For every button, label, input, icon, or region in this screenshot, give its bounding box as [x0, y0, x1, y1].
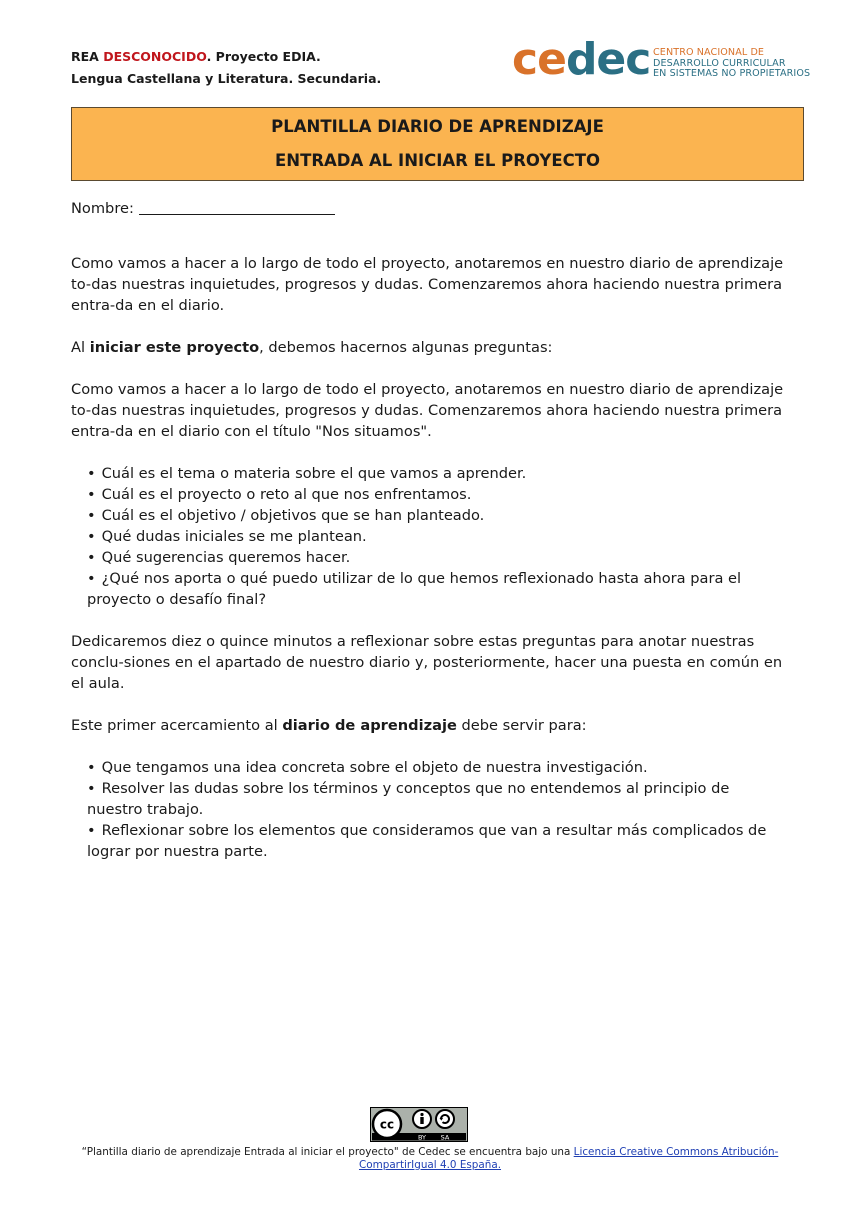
bullet-icon: • [87, 780, 96, 797]
sa-icon: SA [440, 1133, 450, 1142]
title-line-1: PLANTILLA DIARIO DE APRENDIZAJE [271, 117, 604, 136]
list-item-text: Qué dudas iniciales se me plantean. [101, 528, 367, 545]
paragraph-questions-lead-suffix: , debemos hacernos algunas preguntas: [259, 339, 553, 356]
questions-list [71, 463, 787, 610]
bullet-icon: • [87, 507, 96, 524]
bullet-icon: • [87, 528, 96, 545]
paragraph-intro: Como vamos a hacer a lo largo de todo el proyecto, anotaremos en nuestro diario de aprendizaje to-das nuestras inquietudes, progresos y dudas. Comenzaremos ahora haciendo nuestra primera entra-da en el diario. [71, 255, 784, 314]
paragraph-purpose-lead [71, 715, 787, 736]
bullet-icon: • [87, 549, 96, 566]
list-item [87, 820, 787, 862]
list-item [87, 778, 787, 820]
paragraph-purpose-lead-bold: diario de aprendizaje [282, 717, 457, 734]
list-item-text: Resolver las dudas sobre los términos y conceptos que no entendemos al principio de nuestro trabajo. [87, 780, 730, 818]
header-left [71, 46, 381, 90]
logo-word-part-1: ce [512, 34, 566, 85]
list-item-text: Reflexionar sobre los elementos que consideramos que van a resultar más complicados de lograr por nuestra parte. [87, 822, 767, 860]
header-line-1-suffix: . Proyecto EDIA. [206, 49, 321, 64]
cc-by-sa-license-icon[interactable] [370, 1107, 468, 1142]
header-line-1-prefix: REA [71, 49, 104, 64]
list-item [87, 505, 787, 526]
list-item-text: ¿Qué nos aporta o qué puedo utilizar de lo que hemos reflexionado hasta ahora para el proyecto o desafío final? [87, 570, 742, 608]
bullet-icon: • [87, 486, 96, 503]
title-line-2: ENTRADA AL INICIAR EL PROYECTO [275, 151, 600, 170]
logo-wordmark [512, 34, 650, 86]
name-label: Nombre: [71, 200, 139, 217]
list-item [87, 568, 787, 610]
logo-word-part-2: dec [565, 34, 651, 85]
list-item [87, 757, 787, 778]
paragraph-questions-lead-prefix: Al [71, 339, 90, 356]
paragraph-diary-entry: Como vamos a hacer a lo largo de todo el proyecto, anotaremos en nuestro diario de aprendizaje to-das nuestras inquietudes, progresos y dudas. Comenzaremos ahora haciendo nuestra primera entra-da en el diario con el título "Nos situamos". [71, 381, 784, 440]
logo-subtitle-line-1: CENTRO NACIONAL DE [653, 47, 765, 58]
bullet-icon: • [87, 570, 96, 587]
header-line-1 [71, 46, 381, 68]
bullet-icon: • [87, 465, 96, 482]
paragraph-reflection: Dedicaremos diez o quince minutos a reflexionar sobre estas preguntas para anotar nuestras conclu-siones en el apartado de nuestro diario y, posteriormente, hacer una puesta en común en el aula. [71, 633, 783, 692]
document-body [71, 198, 787, 862]
logo-subtitle [653, 48, 810, 80]
footer-license [60, 1146, 800, 1172]
list-item [87, 484, 787, 505]
list-item-text: Cuál es el tema o materia sobre el que vamos a aprender. [101, 465, 527, 482]
bullet-icon: • [87, 759, 96, 776]
logo-subtitle-line-3: EN SISTEMAS NO PROPIETARIOS [653, 68, 811, 79]
list-item-text: Qué sugerencias queremos hacer. [101, 549, 351, 566]
list-item [87, 547, 787, 568]
bullet-icon: • [87, 822, 96, 839]
by-icon: BY [417, 1133, 427, 1142]
list-item [87, 526, 787, 547]
purposes-list [71, 757, 787, 862]
cedec-logo [512, 34, 812, 88]
footer-text: “Plantilla diario de aprendizaje Entrada al iniciar el proyecto" de Cedec se encuentra bajo una [81, 1146, 574, 1158]
header-status: DESCONOCIDO [103, 49, 207, 64]
cc-icon: cc [379, 1117, 395, 1132]
paragraph-questions-lead [71, 337, 787, 358]
license-link[interactable]: Licencia Creative Commons Atribución-CompartirIgual 4.0 España. [358, 1146, 779, 1171]
paragraph-purpose-lead-suffix: debe servir para: [456, 717, 587, 734]
list-item [87, 463, 787, 484]
name-blank-line[interactable] [139, 200, 335, 215]
list-item-text: Cuál es el objetivo / objetivos que se han planteado. [101, 507, 485, 524]
list-item-text: Cuál es el proyecto o reto al que nos enfrentamos. [101, 486, 472, 503]
logo-subtitle-line-2: DESARROLLO CURRICULAR [653, 57, 786, 69]
title-box [71, 107, 804, 181]
list-item-text: Que tengamos una idea concreta sobre el objeto de nuestra investigación. [101, 759, 648, 776]
paragraph-questions-lead-bold: iniciar este proyecto [89, 339, 260, 356]
paragraph-purpose-lead-prefix: Este primer acercamiento al [71, 717, 283, 734]
name-field-row [71, 198, 787, 219]
header-line-2: Lengua Castellana y Literatura. Secundaria. [71, 71, 382, 86]
